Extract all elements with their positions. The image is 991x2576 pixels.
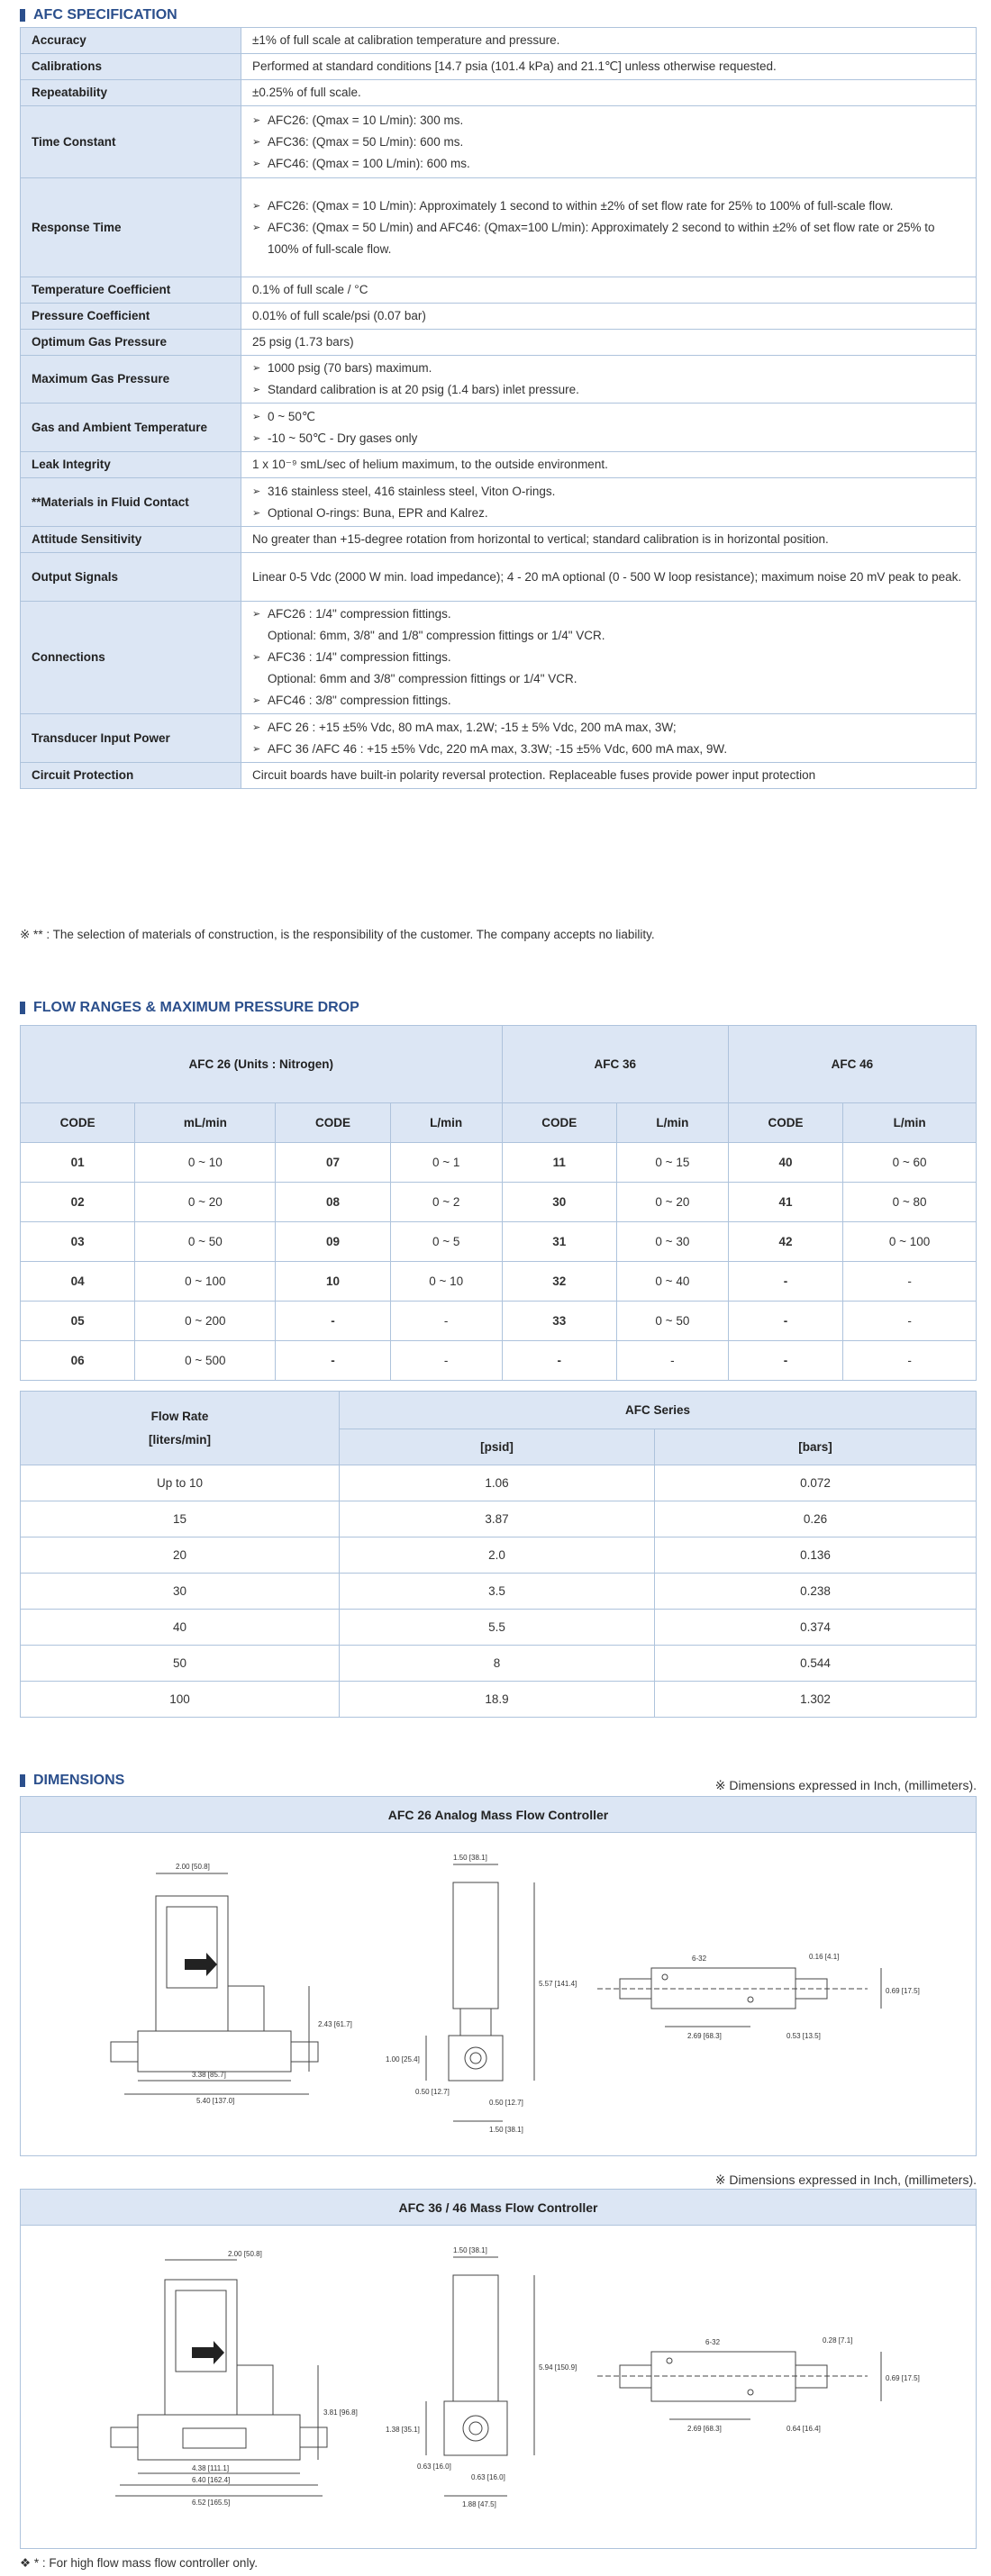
dim-label: 0.69 [17.5]	[886, 1987, 920, 1995]
dimensions-note: ※ Dimensions expressed in Inch, (millimeters).	[714, 1778, 977, 1792]
psid-cell: 2.0	[340, 1537, 655, 1574]
range-value: 0 ~ 100	[135, 1262, 276, 1302]
dim-label: 5.40 [137.0]	[196, 2097, 235, 2105]
spec-list-item: ➢ Standard calibration is at 20 psig (1.4 bars) inlet pressure.	[252, 379, 965, 401]
ranges-section-title	[20, 1000, 359, 1016]
flow-rate-cell: 50	[21, 1646, 340, 1682]
dim-label: 2.43 [61.7]	[318, 2020, 352, 2028]
spec-list-item: ➢ AFC26: (Qmax = 10 L/min): Approximately 1 second to within ±2% of set flow rate for 25% to 100% of full-scale flow.	[252, 195, 965, 217]
range-value: -	[390, 1341, 502, 1381]
spec-value: Circuit boards have built-in polarity reversal protection. Replaceable fuses provide power input protection	[241, 763, 977, 789]
section-marker	[20, 1002, 25, 1014]
spec-label: Repeatability	[21, 80, 241, 106]
ranges-subheader: L/min	[843, 1103, 977, 1143]
range-code: 30	[502, 1183, 616, 1222]
bars-cell: 0.374	[654, 1610, 976, 1646]
bars-header: [bars]	[654, 1429, 976, 1465]
spec-list-item: ➢ AFC 36 /AFC 46 : +15 ±5% Vdc, 220 mA max, 3.3W; -15 ±5% Vdc, 600 mA max, 9W.	[252, 739, 965, 760]
range-code: -	[502, 1341, 616, 1381]
spec-value: ±1% of full scale at calibration temperature and pressure.	[241, 28, 977, 54]
spec-list-item: ➢ -10 ~ 50℃ - Dry gases only	[252, 428, 965, 449]
spec-label: Connections	[21, 602, 241, 714]
psid-cell: 3.87	[340, 1501, 655, 1537]
spec-list-item: ➢ AFC46: (Qmax = 100 L/min): 600 ms.	[252, 153, 965, 175]
range-code: -	[276, 1302, 390, 1341]
range-value: -	[843, 1262, 977, 1302]
spec-list-item: ➢ AFC26: (Qmax = 10 L/min): 300 ms.	[252, 110, 965, 132]
range-value: 0 ~ 5	[390, 1222, 502, 1262]
dimensions-section-title	[20, 1773, 124, 1789]
spec-list-item: ➢ AFC36: (Qmax = 50 L/min) and AFC46: (Qmax=100 L/min): Approximately 2 second to within ±2% of set flow rate or 25% to 100% of full-scale flow.	[252, 217, 965, 260]
ranges-subheader: CODE	[728, 1103, 842, 1143]
range-code: 42	[728, 1222, 842, 1262]
spec-label: **Materials in Fluid Contact	[21, 478, 241, 527]
section-marker	[20, 1774, 25, 1787]
spec-label: Accuracy	[21, 28, 241, 54]
spec-label: Leak Integrity	[21, 452, 241, 478]
footnote: ❖ * : For high flow mass flow controller only.	[20, 2556, 258, 2570]
flow-rate-cell: 20	[21, 1537, 340, 1574]
bars-cell: 0.238	[654, 1574, 976, 1610]
spec-list-item: ➢ AFC 26 : +15 ±5% Vdc, 80 mA max, 1.2W; -15 ± 5% Vdc, 200 mA max, 3W;	[252, 717, 965, 739]
spec-label: Pressure Coefficient	[21, 304, 241, 330]
spec-list-item: ➢ 316 stainless steel, 416 stainless steel, Viton O-rings.	[252, 481, 965, 503]
ranges-subheader: CODE	[276, 1103, 390, 1143]
spec-list-item: ➢ AFC36 : 1/4" compression fittings.	[252, 647, 965, 668]
dim-label: 2.00 [50.8]	[176, 1863, 210, 1871]
flow-rate-cell: Up to 10	[21, 1465, 340, 1501]
range-code: 07	[276, 1143, 390, 1183]
range-value: -	[843, 1302, 977, 1341]
spec-label: Temperature Coefficient	[21, 277, 241, 304]
range-value: 0 ~ 10	[390, 1262, 502, 1302]
spec-value	[241, 178, 977, 277]
dim-label: 5.57 [141.4]	[539, 1980, 577, 1988]
psid-cell: 5.5	[340, 1610, 655, 1646]
dim-label: 0.53 [13.5]	[786, 2032, 821, 2040]
spec-table	[20, 27, 977, 789]
spec-label: Calibrations	[21, 54, 241, 80]
dim-label: 2.00 [50.8]	[228, 2250, 262, 2258]
afc-series-header: AFC Series	[340, 1392, 977, 1429]
spec-row	[21, 714, 977, 763]
spec-label: Time Constant	[21, 106, 241, 178]
range-code: -	[276, 1341, 390, 1381]
range-code: 40	[728, 1143, 842, 1183]
spec-value	[241, 714, 977, 763]
spec-value: 1 x 10⁻⁹ smL/sec of helium maximum, to the outside environment.	[241, 452, 977, 478]
spec-list-item: Optional: 6mm, 3/8" and 1/8" compression fittings or 1/4" VCR.	[268, 629, 605, 642]
spec-value: 0.1% of full scale / °C	[241, 277, 977, 304]
dim-label: 5.94 [150.9]	[539, 2363, 577, 2372]
spec-row	[21, 478, 977, 527]
bars-cell: 0.26	[654, 1501, 976, 1537]
range-code: 32	[502, 1262, 616, 1302]
afc26-dimension-title: AFC 26 Analog Mass Flow Controller	[21, 1797, 976, 1833]
afc26-header: AFC 26 (Units : Nitrogen)	[21, 1026, 503, 1103]
dim-label: 2.69 [68.3]	[687, 2425, 722, 2433]
table-row	[21, 1465, 977, 1501]
range-value: 0 ~ 60	[843, 1143, 977, 1183]
spec-list-item: ➢ AFC46 : 3/8" compression fittings.	[252, 690, 965, 712]
afc36-46-dimension-drawing	[21, 2226, 976, 2548]
dim-label: 1.50 [38.1]	[453, 1854, 487, 1862]
range-code: 03	[21, 1222, 135, 1262]
spec-title-text: AFC SPECIFICATION	[33, 7, 177, 23]
dim-title-text: DIMENSIONS	[33, 1773, 125, 1788]
spec-label: Response Time	[21, 178, 241, 277]
range-code: 02	[21, 1183, 135, 1222]
range-code: 05	[21, 1302, 135, 1341]
range-value: 0 ~ 15	[616, 1143, 728, 1183]
dim-label: 0.16 [4.1]	[809, 1953, 840, 1961]
dim-label: 0.28 [7.1]	[823, 2336, 853, 2345]
range-value: 0 ~ 10	[135, 1143, 276, 1183]
spec-row	[21, 356, 977, 404]
spec-row	[21, 330, 977, 356]
dim-label: 3.81 [96.8]	[323, 2408, 358, 2417]
spec-row	[21, 527, 977, 553]
dim-label: 6-32	[692, 1955, 707, 1963]
table-row	[21, 1341, 977, 1381]
range-code: 06	[21, 1341, 135, 1381]
flow-rate-cell: 100	[21, 1682, 340, 1718]
dim-label: 1.50 [38.1]	[489, 2126, 523, 2134]
spec-footnote: ※ ** : The selection of materials of construction, is the responsibility of the customer. The company accepts no liability.	[20, 928, 655, 941]
table-row	[21, 1183, 977, 1222]
dim-label: 0.50 [12.7]	[415, 2088, 450, 2096]
dim-label: 4.38 [111.1]	[192, 2464, 230, 2472]
range-code: -	[728, 1262, 842, 1302]
range-value: 0 ~ 50	[616, 1302, 728, 1341]
spec-list-item: Optional: 6mm and 3/8" compression fittings or 1/4" VCR.	[268, 672, 577, 685]
range-value: -	[616, 1341, 728, 1381]
bars-cell: 0.544	[654, 1646, 976, 1682]
flow-rate-header	[21, 1392, 340, 1465]
spec-value: 0.01% of full scale/psi (0.07 bar)	[241, 304, 977, 330]
range-value: 0 ~ 20	[616, 1183, 728, 1222]
spec-section-title	[20, 7, 177, 23]
spec-label: Maximum Gas Pressure	[21, 356, 241, 404]
range-value: -	[843, 1341, 977, 1381]
spec-value: No greater than +15-degree rotation from horizontal to vertical; standard calibration is in horizontal position.	[241, 527, 977, 553]
dim-label: 3.38 [85.7]	[192, 2071, 226, 2079]
psid-header: [psid]	[340, 1429, 655, 1465]
spec-value: 25 psig (1.73 bars)	[241, 330, 977, 356]
range-value: 0 ~ 2	[390, 1183, 502, 1222]
spec-label: Optimum Gas Pressure	[21, 330, 241, 356]
ranges-subheader: CODE	[21, 1103, 135, 1143]
spec-row	[21, 763, 977, 789]
spec-row	[21, 404, 977, 452]
bars-cell: 0.072	[654, 1465, 976, 1501]
dim-label: 0.63 [16.0]	[471, 2473, 505, 2481]
dim-label: 1.38 [35.1]	[386, 2426, 420, 2434]
spec-row	[21, 304, 977, 330]
dim-label: 1.50 [38.1]	[453, 2246, 487, 2254]
spec-row	[21, 54, 977, 80]
spec-value: Performed at standard conditions [14.7 psia (101.4 kPa) and 21.1℃] unless otherwise requested.	[241, 54, 977, 80]
ranges-subheader: mL/min	[135, 1103, 276, 1143]
range-code: 11	[502, 1143, 616, 1183]
spec-label: Gas and Ambient Temperature	[21, 404, 241, 452]
table-row	[21, 1682, 977, 1718]
spec-value: Linear 0-5 Vdc (2000 W min. load impedance); 4 - 20 mA optional (0 - 500 W loop resistance); maximum noise 20 mV peak to peak.	[241, 553, 977, 602]
ranges-subheader: L/min	[616, 1103, 728, 1143]
dim-label: 2.69 [68.3]	[687, 2032, 722, 2040]
spec-row	[21, 80, 977, 106]
ranges-subheader: L/min	[390, 1103, 502, 1143]
table-row	[21, 1143, 977, 1183]
range-code: -	[728, 1302, 842, 1341]
afc36-header: AFC 36	[502, 1026, 728, 1103]
table-row	[21, 1574, 977, 1610]
range-value: 0 ~ 500	[135, 1341, 276, 1381]
spec-value	[241, 602, 977, 714]
dim-label: 1.88 [47.5]	[462, 2500, 496, 2508]
spec-value: ±0.25% of full scale.	[241, 80, 977, 106]
psid-cell: 18.9	[340, 1682, 655, 1718]
flow-rate-cell: 30	[21, 1574, 340, 1610]
afc36-46-dimension-panel	[20, 2189, 977, 2549]
table-row	[21, 1222, 977, 1262]
dim-label: 0.63 [16.0]	[417, 2463, 451, 2471]
range-code: 04	[21, 1262, 135, 1302]
spec-value	[241, 106, 977, 178]
table-row	[21, 1610, 977, 1646]
bars-cell: 1.302	[654, 1682, 976, 1718]
spec-row	[21, 553, 977, 602]
range-value: 0 ~ 1	[390, 1143, 502, 1183]
flow-rate-label: Flow Rate	[150, 1409, 209, 1423]
dim-label: 0.64 [16.4]	[786, 2425, 821, 2433]
range-code: -	[728, 1341, 842, 1381]
flow-ranges-table	[20, 1025, 977, 1381]
range-code: 33	[502, 1302, 616, 1341]
range-code: 01	[21, 1143, 135, 1183]
afc46-header: AFC 46	[728, 1026, 976, 1103]
spec-row	[21, 178, 977, 277]
spec-row	[21, 106, 977, 178]
dim-label: 0.69 [17.5]	[886, 2374, 920, 2382]
dim-label: 6.52 [165.5]	[192, 2499, 231, 2507]
dim-label: 0.50 [12.7]	[489, 2099, 523, 2107]
spec-value	[241, 356, 977, 404]
range-code: 10	[276, 1262, 390, 1302]
dim-label: 6-32	[705, 2338, 721, 2346]
flow-rate-cell: 15	[21, 1501, 340, 1537]
afc36-46-dimension-title: AFC 36 / 46 Mass Flow Controller	[21, 2190, 976, 2226]
table-row	[21, 1537, 977, 1574]
ranges-title-text: FLOW RANGES & MAXIMUM PRESSURE DROP	[33, 1000, 359, 1015]
section-marker	[20, 9, 25, 22]
spec-list-item: ➢ 0 ~ 50℃	[252, 406, 965, 428]
spec-list-item: ➢ AFC26 : 1/4" compression fittings.	[252, 603, 965, 625]
range-value: 0 ~ 100	[843, 1222, 977, 1262]
dimensions-note-2: ※ Dimensions expressed in Inch, (millimeters).	[714, 2172, 977, 2187]
spec-list-item: ➢ AFC36: (Qmax = 50 L/min): 600 ms.	[252, 132, 965, 153]
table-row	[21, 1262, 977, 1302]
spec-label: Output Signals	[21, 553, 241, 602]
psid-cell: 3.5	[340, 1574, 655, 1610]
table-row	[21, 1302, 977, 1341]
range-value: 0 ~ 20	[135, 1183, 276, 1222]
spec-row	[21, 28, 977, 54]
spec-row	[21, 602, 977, 714]
spec-row	[21, 452, 977, 478]
range-code: 41	[728, 1183, 842, 1222]
spec-value	[241, 404, 977, 452]
flow-rate-cell: 40	[21, 1610, 340, 1646]
range-value: 0 ~ 30	[616, 1222, 728, 1262]
psid-cell: 1.06	[340, 1465, 655, 1501]
psid-cell: 8	[340, 1646, 655, 1682]
spec-list-item: ➢ Optional O-rings: Buna, EPR and Kalrez.	[252, 503, 965, 524]
range-value: 0 ~ 40	[616, 1262, 728, 1302]
flow-rate-unit: [liters/min]	[148, 1432, 211, 1447]
pressure-drop-table	[20, 1391, 977, 1718]
spec-label: Attitude Sensitivity	[21, 527, 241, 553]
range-code: 08	[276, 1183, 390, 1222]
spec-value	[241, 478, 977, 527]
dim-label: 6.40 [162.4]	[192, 2476, 231, 2484]
spec-label: Transducer Input Power	[21, 714, 241, 763]
range-value: 0 ~ 50	[135, 1222, 276, 1262]
dim-label: 1.00 [25.4]	[386, 2055, 420, 2064]
range-value: 0 ~ 80	[843, 1183, 977, 1222]
bars-cell: 0.136	[654, 1537, 976, 1574]
spec-label: Circuit Protection	[21, 763, 241, 789]
table-row	[21, 1501, 977, 1537]
afc26-dimension-panel	[20, 1796, 977, 2156]
afc26-dimension-drawing	[21, 1833, 976, 2155]
table-row	[21, 1646, 977, 1682]
range-value: -	[390, 1302, 502, 1341]
range-code: 09	[276, 1222, 390, 1262]
spec-list-item: ➢ 1000 psig (70 bars) maximum.	[252, 358, 965, 379]
ranges-subheader: CODE	[502, 1103, 616, 1143]
range-code: 31	[502, 1222, 616, 1262]
range-value: 0 ~ 200	[135, 1302, 276, 1341]
spec-row	[21, 277, 977, 304]
